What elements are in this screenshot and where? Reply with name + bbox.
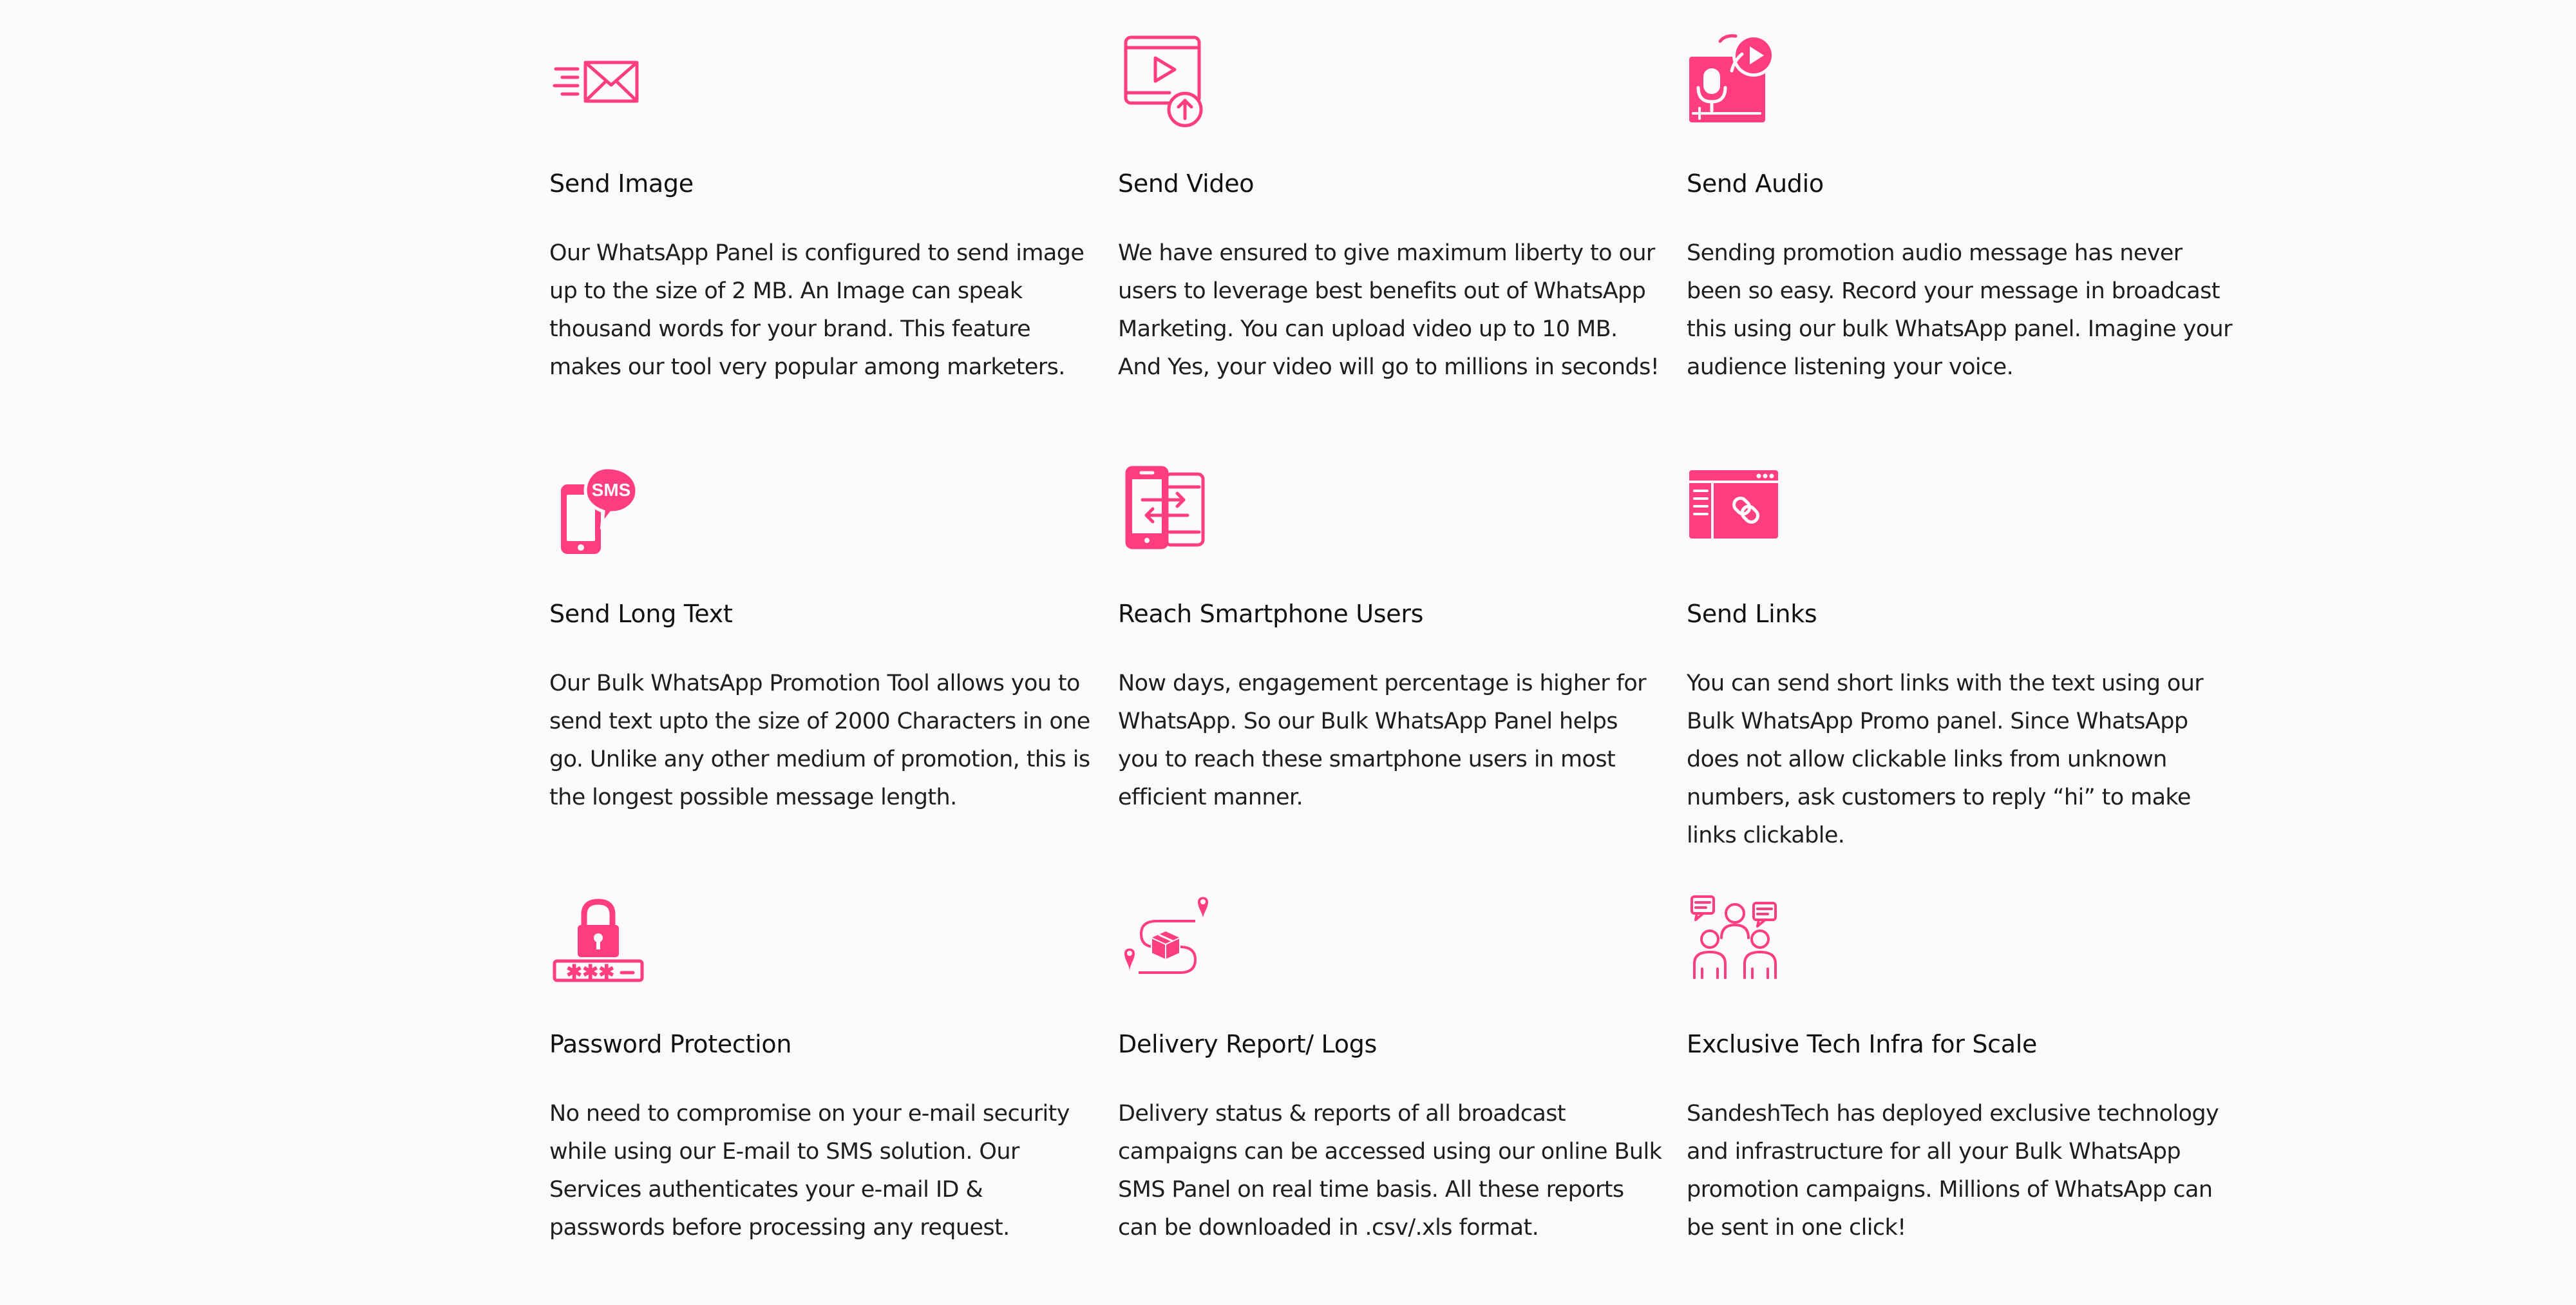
feature-card-delivery-report [1118, 893, 1687, 1305]
feature-description: Sending promotion audio message has never been so easy. Record your message in broadcast this using our bulk WhatsApp panel. Imagine your audience listening your voice. [1687, 240, 2232, 380]
feature-title: Send Audio [1687, 169, 1824, 198]
feature-title: Password Protection [549, 1030, 792, 1058]
browser-link-icon [1687, 462, 1783, 559]
feature-description: You can send short links with the text using our Bulk WhatsApp Promo panel. Since WhatsApp does not allow clickable links from unknown numbers, ask customers to reply “hi” to make links clickable. [1687, 671, 2204, 848]
feature-description: Our WhatsApp Panel is configured to send image up to the size of 2 MB. An Image can speak thousand words for your brand. This feature makes our tool very popular among marketers. [549, 240, 1084, 380]
feature-card-send-image [549, 32, 1118, 462]
feature-card-send-video [1118, 32, 1687, 462]
feature-description: We have ensured to give maximum liberty to our users to leverage best benefits out of WhatsApp Marketing. You can upload video up to 10 MB. And Yes, your video will go to millions in seconds! [1118, 240, 1660, 380]
feature-title: Send Image [549, 169, 694, 198]
feature-title: Send Video [1118, 169, 1255, 198]
password-lock-icon [549, 893, 646, 989]
video-upload-icon [1118, 32, 1215, 129]
feature-title: Exclusive Tech Infra for Scale [1687, 1030, 2038, 1058]
feature-card-send-links [1687, 462, 2237, 893]
feature-description: Delivery status & reports of all broadcast campaigns can be accessed using our online Bulk SMS Panel on real time basis. All these reports can be downloaded in .csv/.xls format. [1118, 1101, 1662, 1241]
feature-description: Our Bulk WhatsApp Promotion Tool allows you to send text upto the size of 2000 Characters in one go. Unlike any other medium of promotion, this is the longest possible message length. [549, 671, 1090, 810]
delivery-tracking-icon [1118, 893, 1215, 989]
svg-text:✱✱✱: ✱✱✱ [566, 962, 615, 983]
smartphone-transfer-icon [1118, 462, 1215, 559]
feature-title: Send Long Text [549, 600, 733, 628]
feature-description: SandeshTech has deployed exclusive technology and infrastructure for all your Bulk WhatsApp promotion campaigns. Millions of WhatsApp can be sent in one click! [1687, 1101, 2219, 1241]
feature-title: Delivery Report/ Logs [1118, 1030, 1378, 1058]
team-chat-icon [1687, 893, 1783, 989]
feature-description: No need to compromise on your e-mail security while using our E-mail to SMS solution. Our Services authenticates your e-mail ID & passwords before processing any request. [549, 1101, 1070, 1241]
feature-title: Reach Smartphone Users [1118, 600, 1424, 628]
feature-card-exclusive-tech-infra [1687, 893, 2237, 1305]
svg-text:SMS: SMS [591, 480, 631, 500]
audio-message-icon [1687, 32, 1783, 129]
feature-card-password-protection [549, 893, 1118, 1305]
feature-card-reach-smartphone-users [1118, 462, 1687, 893]
feature-description: Now days, engagement percentage is higher for WhatsApp. So our Bulk WhatsApp Panel helps you to reach these smartphone users in most efficient manner. [1118, 671, 1646, 810]
features-grid [549, 32, 2237, 1305]
email-fast-icon [549, 32, 646, 129]
sms-phone-icon [549, 462, 646, 559]
feature-title: Send Links [1687, 600, 1817, 628]
feature-card-send-audio [1687, 32, 2237, 462]
feature-card-send-long-text [549, 462, 1118, 893]
